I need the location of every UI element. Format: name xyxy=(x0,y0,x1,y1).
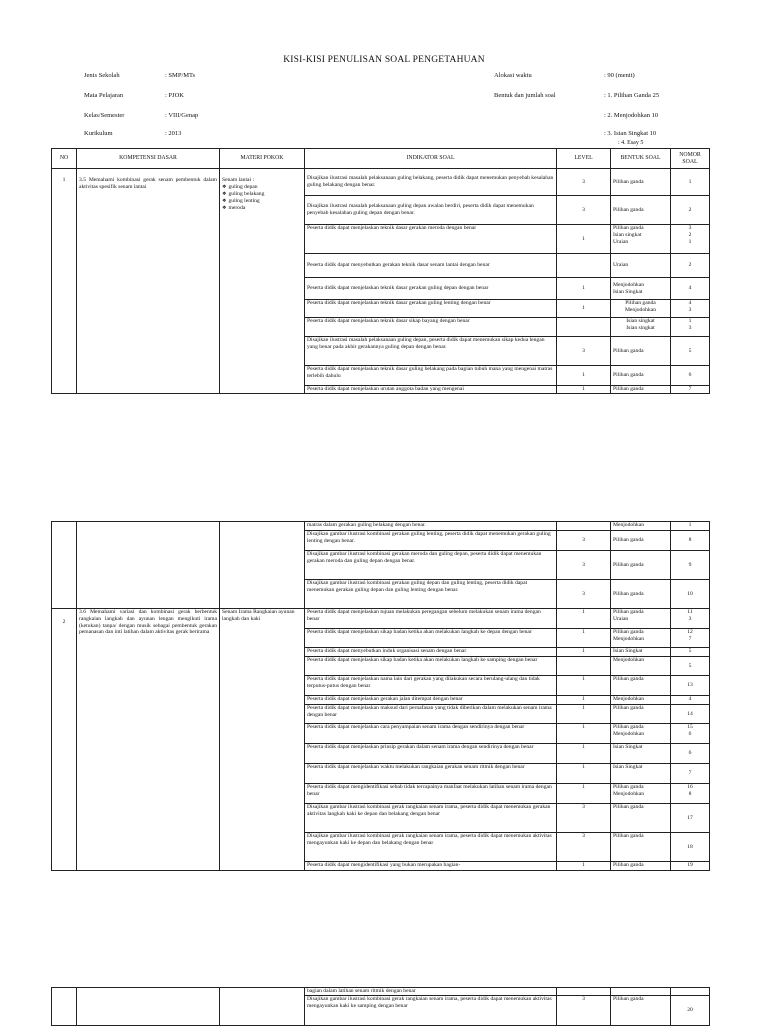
bentuk-soal: Isian Singkat xyxy=(611,744,671,764)
nomor-soal: 11 3 xyxy=(671,609,710,629)
nomor-soal: 4 xyxy=(671,278,710,300)
level: 1 xyxy=(557,609,611,629)
materi-pokok: Senam Irama Rangkaian ayunan langkah dan kaki xyxy=(220,609,305,871)
indikator: Peserta didik dapat menyebutkan induk organisasi senam dengan benar xyxy=(305,648,557,657)
bentuk-soal: Pilihan ganda Menjodohkan xyxy=(611,784,671,804)
indikator: matras dalam gerakan guling belakang dengan benar. xyxy=(305,522,557,531)
indikator: Peserta didik dapat mengidentifikasi yang bukan merupakan bagian- xyxy=(305,862,557,871)
info-value: : 90 (menit) xyxy=(604,72,635,79)
indikator: Peserta didik dapat menjelaskan sikap badan ketika akan melakukan langkah ke depan dengan benar xyxy=(305,629,557,648)
header-level: LEVEL xyxy=(557,149,611,169)
level: 3 xyxy=(557,169,611,196)
nomor-soal: 17 xyxy=(671,804,710,833)
level: 1 xyxy=(557,629,611,648)
level: 1 xyxy=(557,676,611,696)
nomor-soal: 2 xyxy=(671,196,710,225)
info-label: Kelas/Semester xyxy=(84,112,125,119)
indikator: Disajikan gambar ilustrasi kombinasi gerak rangkaian senam irama, peserta didik dapat menemukan aktivitas mengayunkan kaki ke samping dengan benar xyxy=(305,996,557,1026)
info-label: Alokasi waktu xyxy=(494,72,532,79)
indikator: Disajikan gambar ilustrasi kombinasi gerak rangkaian senam irama, peserta didik dapat menemukan aktivitas mengayunkan kaki ke depan dan belakang dengan benar xyxy=(305,833,557,862)
indikator: Peserta didik dapat menjelaskan sikap badan ketika akan melakukan langkah ke samping dengan benar xyxy=(305,657,557,676)
level xyxy=(557,522,611,531)
indikator: Peserta didik dapat menjelaskan gerakan jalan ditempat dengan benar xyxy=(305,696,557,705)
nomor-soal: 14 xyxy=(671,705,710,724)
materi-pokok xyxy=(220,522,305,609)
nomor-soal: 5 xyxy=(671,337,710,366)
info-value: : 2013 xyxy=(165,130,182,137)
indikator: Disajikan gambar ilustrasi kombinasi gerakan guling depan dan guling lenting, peserta didik dapat menemukan gerakan guling depan dan guling lenting dengan benar. xyxy=(305,580,557,609)
level: 1 xyxy=(557,278,611,300)
nomor-soal: 19 xyxy=(671,862,710,871)
materi-item: ❖ guling belakang xyxy=(222,191,302,198)
nomor-soal: 12 7 xyxy=(671,629,710,648)
header-materi: MATERI POKOK xyxy=(220,149,305,169)
nomor-soal: 1 xyxy=(671,522,710,531)
level xyxy=(557,254,611,278)
nomor-soal: 7 xyxy=(671,764,710,784)
level: 3 xyxy=(557,196,611,225)
nomor-soal: 15 6 xyxy=(671,724,710,744)
level: 3 xyxy=(557,580,611,609)
bentuk-soal: Pilihan ganda xyxy=(611,196,671,225)
indikator: Peserta didik dapat menjelaskan urutan anggota badan yang mengenai xyxy=(305,386,557,394)
bentuk-soal: Pilihan ganda xyxy=(611,337,671,366)
level: 1 xyxy=(557,724,611,744)
bentuk-soal: Pilihan ganda xyxy=(611,804,671,833)
bentuk-soal: Pilihan ganda xyxy=(611,833,671,862)
bentuk-soal: Pilihan ganda xyxy=(611,862,671,871)
info-label: Kurikulum xyxy=(84,130,113,137)
nomor-soal: 5 xyxy=(671,648,710,657)
bentuk-soal: Pilihan ganda Menjodohkan xyxy=(611,629,671,648)
bentuk-soal: Pilihan ganda Uraian xyxy=(611,609,671,629)
kisi-table-page-3 xyxy=(51,987,710,1026)
level: 1 xyxy=(557,696,611,705)
materi-item: ❖ meroda xyxy=(222,205,302,212)
indikator: Disajikan gambar ilustrasi kombinasi gerakan guling lenting, peserta didik dapat menemukan gerakan guling lenting dengan benar. xyxy=(305,531,557,551)
nomor-soal: 16 8 xyxy=(671,784,710,804)
indikator: Peserta didik dapat menjelaskan teknik dasar guling belakang pada bagian tubuh mana yang mengenai matras terlebih dahulu xyxy=(305,366,557,386)
kisi-table-page-1 xyxy=(51,148,710,394)
bentuk-soal xyxy=(611,988,671,996)
bentuk-soal: Pilihan ganda xyxy=(611,169,671,196)
materi-item: ❖ guling depan xyxy=(222,184,302,191)
level: 3 xyxy=(557,551,611,580)
level: 3 xyxy=(557,531,611,551)
indikator: bagian dalam latihan senam ritmik dengan benar xyxy=(305,988,557,996)
header-indikator: INDIKATOR SOAL xyxy=(305,149,557,169)
level: 1 xyxy=(557,366,611,386)
indikator: Peserta didik dapat mengidentifikasi sebab tidak tercapainya manfaat melakukan latihan senam irama dengan benar xyxy=(305,784,557,804)
info-label: Jenis Sekolah xyxy=(84,72,120,79)
bentuk-soal: Isian Singkat xyxy=(611,764,671,784)
table-header-row xyxy=(52,149,710,169)
table-row xyxy=(52,522,710,531)
row-number xyxy=(52,988,77,1026)
level: 1 xyxy=(557,705,611,724)
nomor-soal: 4 xyxy=(671,696,710,705)
nomor-soal: 18 xyxy=(671,833,710,862)
level xyxy=(557,988,611,996)
indikator: Peserta didik dapat menjelaskan prinsip gerakan dalam senam irama dengan sendirinya dengan benar xyxy=(305,744,557,764)
nomor-soal xyxy=(671,988,710,996)
nomor-soal: 4 3 xyxy=(671,300,710,318)
indikator: Peserta didik dapat menjelaskan teknik dasar gerakan guling depan dengan benar xyxy=(305,278,557,300)
kompetensi-dasar: 3.6 Memahami variasi dan kombinasi gerak berbentuk rangkaian langkah dan ayunan lengan mengikuti irama (ketukan) tanpa/ dengan musik sebagai pembentuk gerakan pemanasan dan inti latihan dalam aktivitas gerak berirama xyxy=(77,609,220,871)
bentuk-soal: Isian Singkat xyxy=(611,648,671,657)
indikator: Disajikan gambar ilustrasi kombinasi gerak rangkaian senam irama, peserta didik dapat menemukan gerakan aktivitas langkah kaki ke depan dan belakang dengan benar xyxy=(305,804,557,833)
level: 3 xyxy=(557,337,611,366)
bentuk-soal: Pilihan ganda xyxy=(611,676,671,696)
nomor-soal: 13 xyxy=(671,676,710,696)
header-nomor: NOMOR SOAL xyxy=(671,149,710,169)
indikator: Peserta didik dapat menjelaskan nama lain dari gerakan yang dilakukan secara berulang-ulang dan tidak terputus-putus dengan benar xyxy=(305,676,557,696)
kompetensi-dasar: 3.5 Memahami kombinasi gerak senam pembentuk dalam aktivitas spesifik senam lantai xyxy=(77,169,220,394)
table-row xyxy=(52,169,710,196)
indikator: Disajikan ilustrasi masalah pelaksanaan guling belakang, peserta didik dapat menemukan penyebab kesalahan guling belakang dengan benar. xyxy=(305,169,557,196)
bentuk-soal: Pilihan ganda xyxy=(611,551,671,580)
level: 1 xyxy=(557,648,611,657)
bentuk-soal: Pilihan ganda Menjodohkan xyxy=(611,300,671,318)
indikator: Peserta didik dapat menjelaskan tujuan melakukan peregangan sebelum melakukan senam irama dengan benar xyxy=(305,609,557,629)
bentuk-soal: Uraian xyxy=(611,254,671,278)
level: 1 xyxy=(557,764,611,784)
indikator: Disajikan ilustrasi masalah pelaksanaan guling depan awalan berdiri, peserta didik dapat menemukan penyebab kesalahan guling depan dengan benar. xyxy=(305,196,557,225)
indikator: Disajikan gambar ilustrasi kombinasi gerakan meroda dan guling depan, peserta didik dapat menemukan gerakan meroda dan guling depan dengan benar. xyxy=(305,551,557,580)
row-number: 2 xyxy=(52,609,77,871)
bentuk-soal: Pilihan ganda xyxy=(611,531,671,551)
indikator: Peserta didik dapat menjelaskan maksud dari pernafasan yang tidak diberikan dalam melakukan senam irama dengan benar xyxy=(305,705,557,724)
info-label: Bentuk dan jumlah soal xyxy=(494,92,556,99)
materi-pokok xyxy=(220,169,305,394)
indikator: Peserta didik dapat menyebutkan gerakan teknik dasar senam lantai dengan benar xyxy=(305,254,557,278)
info-value: : 4. Esay 5 xyxy=(618,140,644,146)
level: 1 xyxy=(557,386,611,394)
level: 1 xyxy=(557,744,611,764)
info-value: : 3. Isian Singkat 10 xyxy=(604,130,657,137)
info-value: : SMP/MTs xyxy=(165,72,196,79)
level: 3 xyxy=(557,804,611,833)
level: 3 xyxy=(557,996,611,1026)
bentuk-soal: Pilihan ganda Isian singkat Uraian xyxy=(611,225,671,254)
header-bentuk: BENTUK SOAL xyxy=(611,149,671,169)
nomor-soal: 7 xyxy=(671,386,710,394)
materi-pokok xyxy=(220,988,305,1026)
bentuk-soal: Pilihan ganda xyxy=(611,996,671,1026)
info-value: : 2. Menjodohkan 10 xyxy=(604,112,659,119)
nomor-soal: 9 xyxy=(671,551,710,580)
info-value: : 1. Pilihan Ganda 25 xyxy=(604,92,660,99)
kompetensi-dasar xyxy=(77,988,220,1026)
level xyxy=(557,657,611,676)
document-title: KISI-KISI PENULISAN SOAL PENGETAHUAN xyxy=(283,55,485,65)
bentuk-soal: Pilihan ganda Menjodohkan xyxy=(611,724,671,744)
indikator: Peserta didik dapat menjelaskan waktu melakukan rangkaian gerakan senam ritmik dengan benar xyxy=(305,764,557,784)
row-number xyxy=(52,522,77,609)
indikator: Peserta didik dapat menjelaskan cara penyampaian senam irama dengan sendirinya dengan benar xyxy=(305,724,557,744)
level: 3 xyxy=(557,833,611,862)
nomor-soal: 3 2 1 xyxy=(671,225,710,254)
header-no: NO xyxy=(52,149,77,169)
nomor-soal: 5 xyxy=(671,657,710,676)
materi-title: Senam lantai : xyxy=(222,177,255,183)
bentuk-soal: Menjodohkan xyxy=(611,522,671,531)
level: 1 xyxy=(557,225,611,254)
bentuk-soal: Isian singkat Isian singkat xyxy=(611,318,671,337)
level: 1 xyxy=(557,862,611,871)
indikator: Peserta didik dapat menjelaskan teknik dasar gerakan guling lenting dengan benar xyxy=(305,300,557,318)
info-value: : PJOK xyxy=(165,92,184,99)
level: 1 xyxy=(557,784,611,804)
indikator: Peserta didik dapat menjelaskan teknik dasar sikap bayang dengan benar xyxy=(305,318,557,337)
bentuk-soal: Pilihan ganda xyxy=(611,386,671,394)
bentuk-soal: Menjodohkan xyxy=(611,657,671,676)
bentuk-soal: Pilihan ganda xyxy=(611,705,671,724)
indikator: Disajikan ilustrasi masalah pelaksanaan guling depan, peserta didik dapat menemukan sikap kedua lengan yang benar pada akhir gerakannya guling depan dengan benar. xyxy=(305,337,557,366)
kompetensi-dasar xyxy=(77,522,220,609)
bentuk-soal: Menjodohkan xyxy=(611,696,671,705)
nomor-soal: 10 xyxy=(671,580,710,609)
level: 1 xyxy=(557,300,611,318)
table-row xyxy=(52,609,710,629)
table-row xyxy=(52,988,710,996)
indikator: Peserta didik dapat menjelaskan teknik dasar gerakan meroda dengan benar xyxy=(305,225,557,254)
level xyxy=(557,318,611,337)
materi-item: ❖ guling lenting xyxy=(222,198,302,205)
nomor-soal: 1 xyxy=(671,169,710,196)
header-kd: KOMPETENSI DASAR xyxy=(77,149,220,169)
info-value: : VIII/Genap xyxy=(165,112,199,119)
nomor-soal: 1 3 xyxy=(671,318,710,337)
nomor-soal: 8 xyxy=(671,531,710,551)
nomor-soal: 20 xyxy=(671,996,710,1026)
info-label: Mata Pelajaran xyxy=(84,92,124,99)
bentuk-soal: Pilihan ganda xyxy=(611,580,671,609)
kisi-table-page-2 xyxy=(51,521,710,871)
row-number: 1 xyxy=(52,169,77,394)
nomor-soal: 6 xyxy=(671,366,710,386)
nomor-soal: 6 xyxy=(671,744,710,764)
bentuk-soal: Pilihan ganda xyxy=(611,366,671,386)
nomor-soal: 2 xyxy=(671,254,710,278)
bentuk-soal: Menjodohkan Isian Singkat xyxy=(611,278,671,300)
